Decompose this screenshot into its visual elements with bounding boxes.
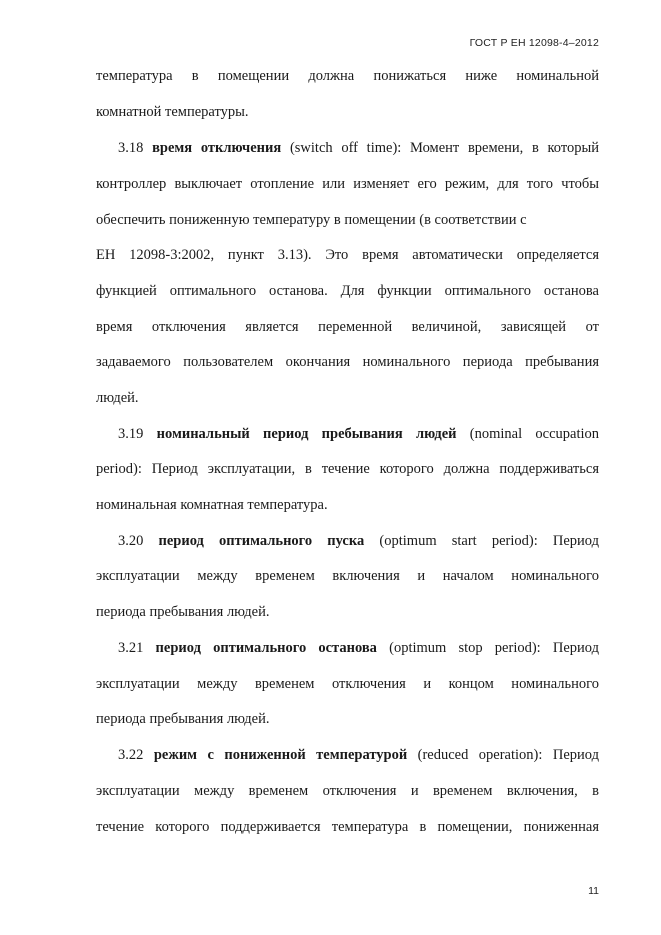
definition-english: (optimum stop period): <box>389 640 541 656</box>
page-number: 11 <box>588 885 599 897</box>
definition-3-22-heading <box>118 746 599 764</box>
definition-english: (nominal occupation <box>469 426 600 442</box>
definition-text: Период <box>552 747 599 763</box>
definition-term: номинальный период пребывания людей <box>156 426 457 442</box>
text-line: периода пребывания людей. <box>96 711 270 727</box>
definition-text: Период <box>552 640 600 656</box>
definition-3-19-heading <box>118 425 599 443</box>
definition-number: 3.21 <box>118 640 144 656</box>
text-line: течение которого поддерживается температура в помещении, пониженная <box>96 819 599 835</box>
text-line: эксплуатации между временем отключения и временем включения, в <box>96 783 599 799</box>
text-line: эксплуатации между временем отключения и концом номинального <box>96 676 599 692</box>
text-line: функцией оптимального останова. Для функции оптимального останова <box>96 283 599 299</box>
definition-term: режим с пониженной температурой <box>153 747 408 763</box>
definition-term: период оптимального останова <box>155 640 377 656</box>
definition-number: 3.22 <box>118 747 144 763</box>
text-line: эксплуатации между временем включения и началом номинального <box>96 568 599 584</box>
text-line: номинальная комнатная температура. <box>96 497 328 513</box>
standard-code-header: ГОСТ Р ЕН 12098-4–2012 <box>469 37 599 49</box>
definition-number: 3.18 <box>118 140 144 156</box>
definition-text: Период <box>552 533 600 549</box>
definition-3-18-heading <box>118 139 599 157</box>
text-line: контроллер выключает отопление или изменяет его режим, для того чтобы <box>96 176 599 192</box>
text-line: ЕН 12098-3:2002, пункт 3.13). Это время автоматически определяется <box>96 247 599 263</box>
definition-english: (switch off time): <box>289 140 402 156</box>
text-line: обеспечить пониженную температуру в помещении (в соответствии с <box>96 212 527 228</box>
definition-3-21-heading <box>118 639 599 657</box>
text-line: периода пребывания людей. <box>96 604 270 620</box>
text-line: температура в помещении должна понижаться ниже номинальной <box>96 68 599 84</box>
definition-english: (reduced operation): <box>417 747 543 763</box>
text-line: задаваемого пользователем окончания номинального периода пребывания <box>96 354 599 370</box>
text-line: period): Период эксплуатации, в течение которого должна поддерживаться <box>96 461 599 477</box>
definition-term: время отключения <box>152 140 282 156</box>
definition-number: 3.19 <box>118 426 144 442</box>
definition-english: (optimum start period): <box>379 533 538 549</box>
text-line: время отключения является переменной величиной, зависящей от <box>96 319 599 335</box>
definition-number: 3.20 <box>118 533 144 549</box>
text-line: комнатной температуры. <box>96 104 249 120</box>
text-line: людей. <box>96 390 139 406</box>
definition-term: период оптимального пуска <box>158 533 365 549</box>
definition-3-20-heading <box>118 532 599 550</box>
definition-text: Момент времени, в который <box>410 140 600 156</box>
